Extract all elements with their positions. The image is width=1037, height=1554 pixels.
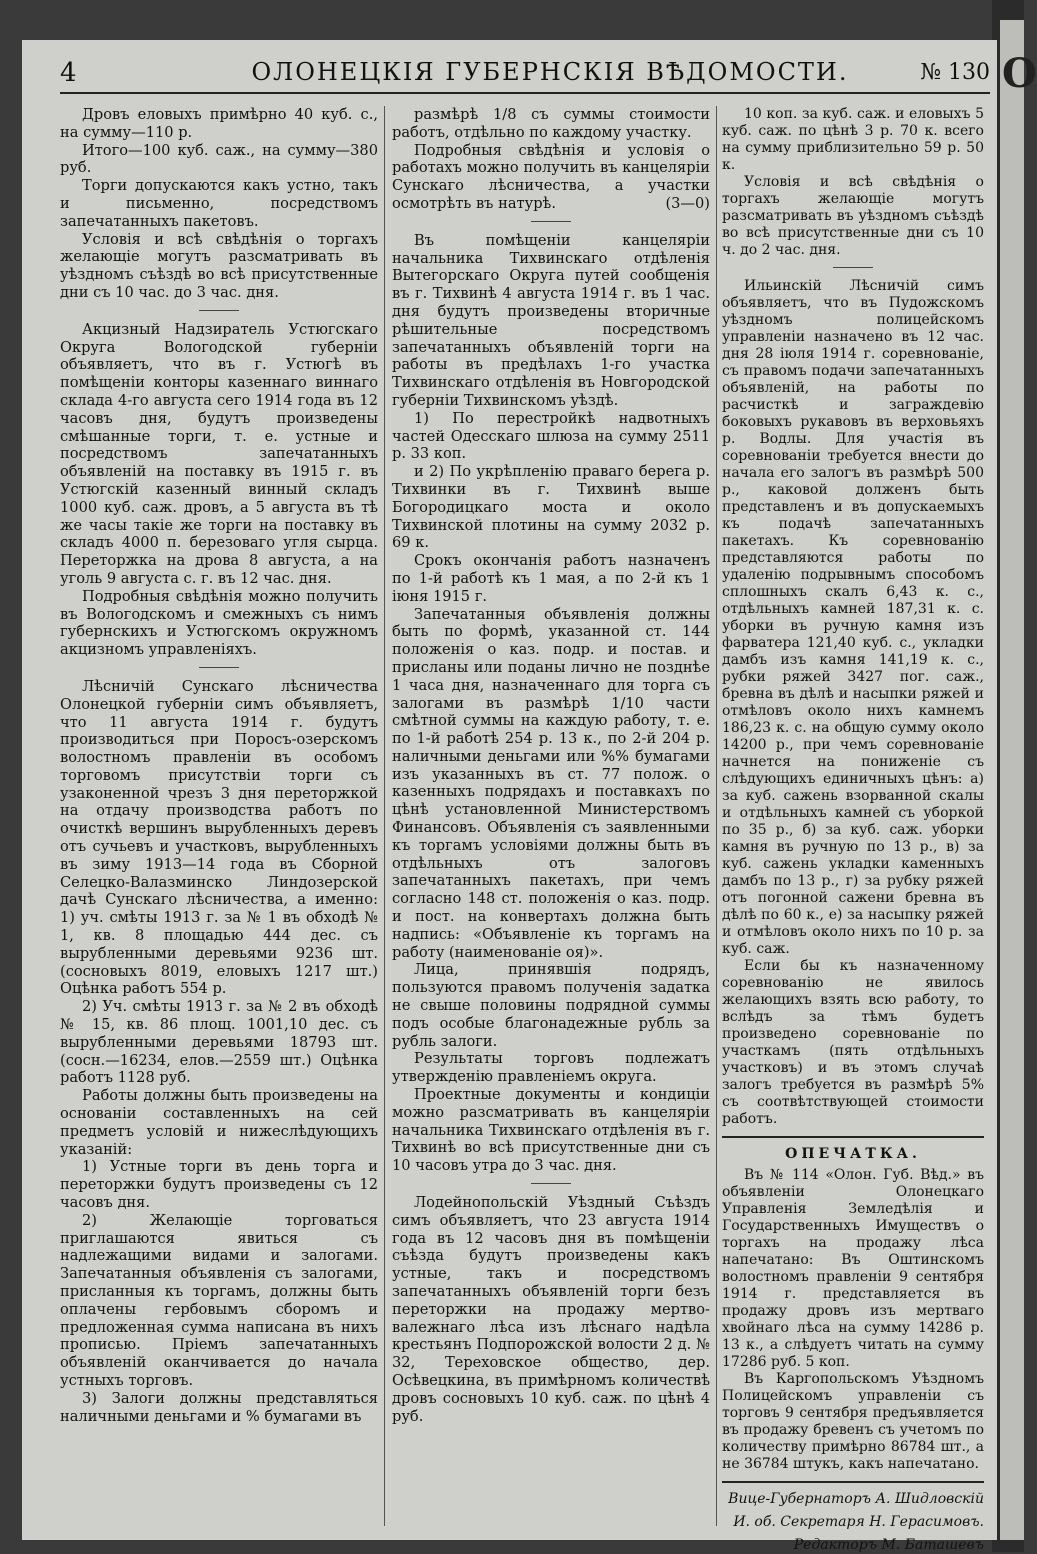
paragraph: Лодейнопольскій Уѣздный Съѣздъ симъ объявляетъ, что 23 августа 1914 года въ 12 часовъ дня въ помѣщеніи съѣзда будутъ произведены какъ устные, такъ и посредствомъ запечатанныхъ объявленій торги безъ переторжки на продажу мертво-валежнаго лѣса изъ лѣснаго надѣла крестьянъ Подпорожской волости 2 д. № 32, Тереховское общество, дер. Осѣвецкина, въ примѣрномъ количествѣ дровъ сосновыхъ 10 куб. саж. по цѣнѣ 4 руб. [392,1194,710,1425]
issue-number: № 130 [920,60,990,85]
paragraph: Лѣсничій Сунскаго лѣсничества Олонецкой губерніи симъ объявляетъ, что 11 августа 1914 г. будутъ производиться при Поросъ-озерскомъ волостномъ правленіи въ особомъ торговомъ присутствіи торги съ узаконенной чрезъ 3 дня переторжкой на отдачу производства работъ по очисткѣ вершинъ вырубленныхъ деревъ отъ сучьевъ и участковъ, вырубленныхъ въ зиму 1913—14 года въ Сборной Селецко-Валазминско Линдозерской дачѣ Сунскаго лѣсничества, а именно: 1) уч. смѣты 1913 г. за № 1 въ обходѣ № 1, кв. 8 площадью 444 дес. съ вырубленными деревьями 9236 шт. (сосновыхъ 8019, еловыхъ 1217 шт.) Оцѣнка работъ 554 р. [60,677,378,998]
page-number: 4 [60,58,77,88]
column-divider [716,106,717,1526]
paragraph: Условія и всѣ свѣдѣнія о торгахъ желающіе могутъ разсматривать въ уѣздномъ съѣздѣ во всѣ присутственные дни съ 10 час. до 3 час. дня. [60,230,378,301]
paragraph: Въ Каргопольскомъ Уѣздномъ Полицейскомъ управленіи съ торговъ 9 сентября предъявляется въ продажу бревенъ съ учетомъ по количеству примѣрно 86784 шт., а не 36784 штукъ, какъ напечатано. [722,1371,984,1472]
paragraph: 2) Уч. смѣты 1913 г. за № 2 въ обходѣ № 15, кв. 86 площ. 1001,10 дес. съ вырубленными деревьями 18793 шт. (сосн.—16234, елов.—2559 шт.) Оцѣнка работъ 1128 руб. [60,998,378,1087]
section-rule [722,1136,984,1138]
paragraph: Дровъ еловыхъ примѣрно 40 куб. с., на сумму—110 р. [60,106,378,141]
separator [531,221,571,222]
paragraph: Торги допускаются какъ устно, такъ и письменно, посредствомъ запечатанныхъ пакетовъ. [60,177,378,230]
paragraph: Ильинскій Лѣсничій симъ объявляетъ, что въ Пудожскомъ уѣздномъ полицейскомъ управленіи назначено въ 12 час. дня 28 іюля 1914 г. соревнованіе, съ правомъ подачи запечатанныхъ объявленій, на работы по расчисткѣ и заграждевію боковыхъ рукавовъ въ верховьяхъ р. Водлы. Для участія въ соревнованіи требуется внести до начала его залогъ въ размѣрѣ 500 р., каковой долженъ быть представленъ и въ допускаемыхъ къ подачѣ запечатанныхъ пакетахъ. Къ соревнованію представляются работы по удаленію подрывнымъ способомъ сплошныхъ скалъ 6,43 к. с., отдѣльныхъ камней 187,31 к. с. уборки въ ручную камня изъ фарватера 121,40 куб. с., укладки дамбъ изъ камня 141,19 к. с., рубки ряжей 3427 пог. саж., бревна въ дѣлѣ и насыпки ряжей и отмѣловъ около нихъ камнемъ 186,23 к. с. на общую сумму около 14200 р., при чемъ соревнованіе начнется на пониженіе съ слѣдующихъ единичныхъ цѣнъ: а) за куб. сажень взорванной скалы и отдѣльныхъ камней съ уборкой по 35 р., б) за куб. саж. уборки камня въ ручную по 13 р., в) за куб. сажень укладки каменныхъ дамбъ по 13 р., г) за рубку ряжей отъ погонной сажени бревна въ дѣлѣ по 60 к., е) за насыпку ряжей и отмѣловъ около нихъ по 10 р. за куб. саж. [722,278,984,957]
paragraph: Результаты торговъ подлежатъ утвержденію правленіемъ округа. [392,1050,710,1086]
paragraph: Подробныя свѣдѣнія можно получить въ Вологодскомъ и смежныхъ съ нимъ губернскихъ и Устюгскомъ окружномъ акцизномъ управленіяхъ. [60,587,378,659]
column-3 [722,106,984,1553]
paragraph: Въ помѣщеніи канцеляріи начальника Тихвинскаго отдѣленія Вытегорскаго Округа путей сообщенія въ г. Тихвинѣ 4 августа 1914 г. въ 1 час. дня будутъ произведены вторичные рѣшительные посредствомъ запечатанныхъ объявленій торги на работы въ предѣлахъ 1-го участка Тихвинскаго отдѣленія въ Новгородской губерніи Тихвинскомъ уѣздѣ. [392,231,710,409]
adjacent-page-edge [1000,20,1037,1540]
adjacent-page-letter: О [1002,50,1037,97]
newspaper-page [22,40,997,1553]
page-header [60,58,990,94]
separator [199,667,239,668]
column-2 [392,106,710,1526]
paragraph: 1) По перестройкѣ надвотныхъ частей Одесскаго шлюза на сумму 2511 р. 33 коп. [392,409,710,463]
paragraph: Акцизный Надзиратель Устюгскаго Округа Вологодской губерніи объявляетъ, что въ г. Устюгѣ въ помѣщеніи конторы казеннаго виннаго склада 4-го августа сего 1914 года въ 12 часовъ дня, будутъ произведены смѣшанные торги, т. е. устные и посредствомъ запечатанныхъ объявленій на поставку въ 1915 г. въ Устюгскій казенный винный складъ 1000 куб. саж. дровъ, а 5 августа въ тѣ же часы такіе же торги на поставку въ складъ 4000 п. березоваго угля сырца. Переторжка на дрова 8 августа, а на уголь 9 августа с. г. въ 12 час. дня. [60,320,378,587]
paragraph: 10 коп. за куб. саж. и еловыхъ 5 куб. саж. по цѣнѣ 3 р. 70 к. всего на сумму приблизительно 59 р. 50 к. [722,106,984,173]
paragraph: 3) Залоги должны представляться наличными деньгами и % бумагами въ [60,1389,378,1425]
paragraph: Работы должны быть произведены на основаніи составленныхъ на сей предметъ условій и нижеслѣдующихъ указаній: [60,1087,378,1158]
erratum-heading: ОПЕЧАТКА. [785,1146,921,1162]
signature-editor: Редакторъ М. Баташевъ [793,1537,984,1553]
paragraph: Въ № 114 «Олон. Губ. Вѣд.» въ объявленіи Олонецкаго Управленія Земледѣлія и Государственныхъ Имуществъ о торгахъ на продажу лѣса напечатано: Въ Оштинскомъ волостномъ правленіи 9 сентября 1914 г. представляется въ продажу дровъ изъ мертваго хвойнаго лѣса на сумму 14286 р. 13 к., а слѣдуетъ читать на сумму 17286 руб. 5 коп. [722,1167,984,1370]
paragraph [392,142,710,213]
signature-secretary: И. об. Секретаря Н. Герасимовъ. [733,1514,984,1530]
paragraph: и 2) По укрѣпленію праваго берега р. Тихвинки въ г. Тихвинѣ выше Богородицкаго моста и около Тихвинской плотины на сумму 2032 р. 69 к. [392,463,710,552]
signature-vice-governor: Вице-Губернаторъ А. Шидловскій [728,1491,984,1507]
paragraph: 2) Желающіе торговаться приглашаются явиться съ надлежащими видами и залогами. Запечатанныя объявленія съ залогами, присланныя къ торгамъ, должны быть оплачены гербовымъ сборомъ и предложенная сумма написана въ нихъ прописью. Пріемъ запечатанныхъ объявленій оканчивается до начала устныхъ торговъ. [60,1211,378,1389]
paragraph: Итого—100 куб. саж., на сумму—380 руб. [60,141,378,177]
reference-number: (3—0) [665,194,710,212]
separator [833,267,873,268]
paragraph: Если бы къ назначенному соревнованію не явилось желающихъ взять всю работу, то вслѣдъ за тѣмъ будетъ произведено соревнованіе по участкамъ (пять отдѣльныхъ участковъ) и въ этомъ случаѣ залогъ требуется въ размѣрѣ 5% съ соотвѣтствующей стоимости работъ. [722,958,984,1127]
paragraph: Запечатанныя объявленія должны быть по формѣ, указанной ст. 144 положенія о каз. подр. и постав. и присланы или поданы лично не позднѣе 1 часа дня, назначеннаго для торга съ залогами въ размѣрѣ 1/10 части смѣтной суммы на каждую работу, т. е. по 1-й работѣ 254 р. 13 к., по 2-й 204 р. наличными деньгами или %% бумагами изъ указанныхъ въ ст. 77 полож. о казенныхъ подрядахъ и поставкахъ по цѣнѣ установленной Министерствомъ Финансовъ. Объявленія съ заявленными къ торгамъ условіями должны быть въ отдѣльныхъ отъ залоговъ запечатанныхъ пакетахъ, при чемъ согласно 148 ст. положенія о каз. подр. и пост. на конвертахъ должна быть надпись: «Объявленіе къ торгамъ на работу (наименованіе оя)». [392,605,710,961]
column-divider [384,106,385,1526]
column-1 [60,106,378,1526]
paragraph-text: Подробныя свѣдѣнія и условія о работахъ можно получить въ канцеляріи Сунскаго лѣсничества, а участки осмотрѣть въ натурѣ. [392,141,710,212]
separator [531,1183,571,1184]
separator [199,310,239,311]
section-rule [722,1481,984,1483]
paragraph: 1) Устные торги въ день торга и переторжки будутъ произведены съ 12 часовъ дня. [60,1158,378,1212]
paragraph: Проектные документы и кондиціи можно разсматривать въ канцеляріи начальника Тихвинскаго отдѣленія въ г. Тихвинѣ во всѣ присутственные дни съ 10 часовъ утра до 3 час. дня. [392,1086,710,1175]
paragraph: Лица, принявшія подрядъ, пользуются правомъ полученія задатка не свыше половины подрядной суммы подъ особые благонадежные рубль за рубль залоги. [392,961,710,1050]
paragraph: Срокъ окончанія работъ назначенъ по 1-й работѣ къ 1 мая, а по 2-й къ 1 іюня 1915 г. [392,552,710,605]
newspaper-title: ОЛОНЕЦКІЯ ГУБЕРНСКІЯ ВѢДОМОСТИ. [251,58,849,86]
paragraph: размѣрѣ 1/8 съ суммы стоимости работъ, отдѣльно по каждому участку. [392,106,710,141]
paragraph: Условія и всѣ свѣдѣнія о торгахъ желающіе могутъ разсматривать въ уѣздномъ съѣздѣ во всѣ присутственные дни съ 10 ч. до 2 час. дня. [722,174,984,258]
